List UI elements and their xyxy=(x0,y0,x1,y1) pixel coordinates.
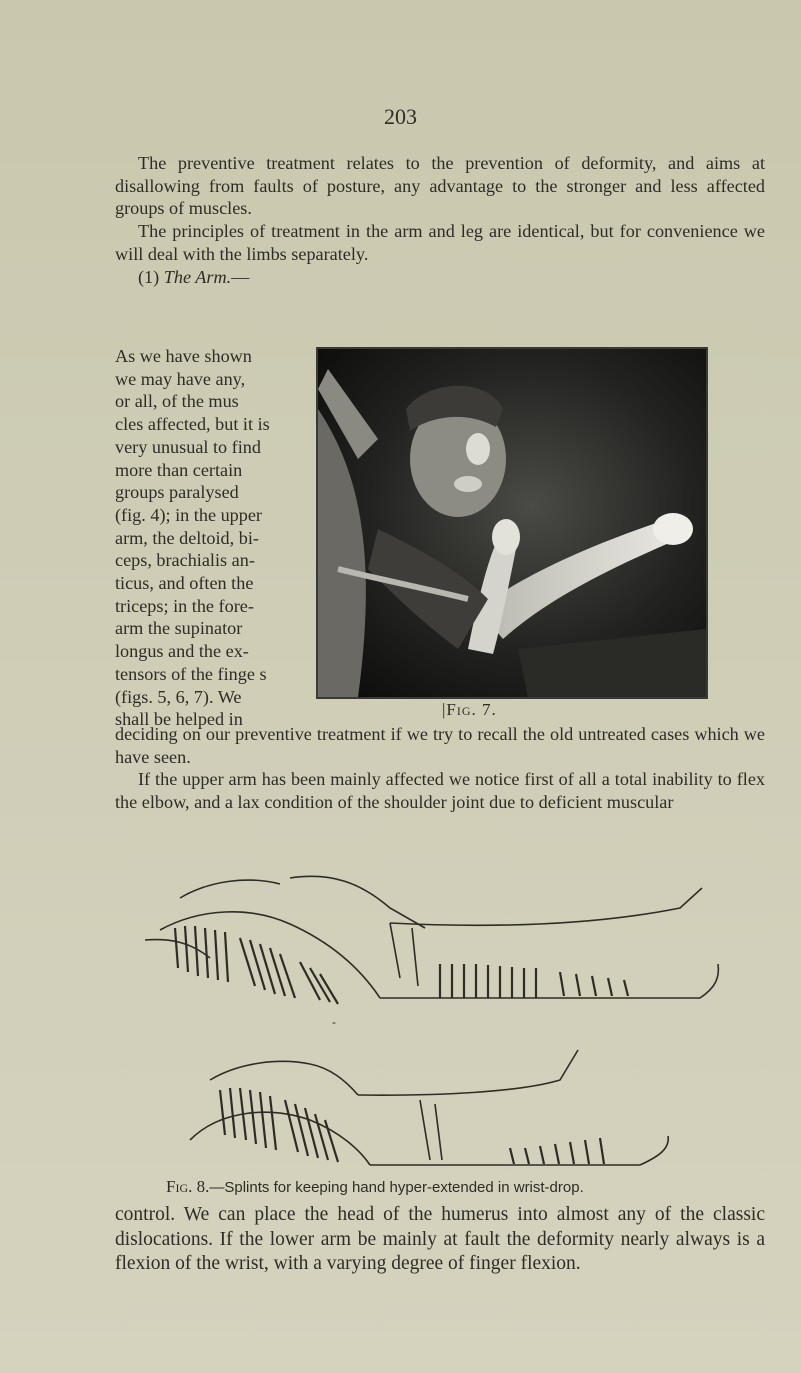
fig-7-label: |Fig. 7. xyxy=(442,700,497,719)
paragraph-5: control. We can place the head of the humerus into almost any of the classic dislocations. If the lower arm be mainly at fault the deformity nearly always is a flexion of the wrist, with a varying degree of finger flexion. xyxy=(115,1204,765,1274)
fig-7-photograph xyxy=(316,347,708,699)
wrap-line: cles affected, but it is xyxy=(115,414,270,435)
section-heading-title: The Arm. xyxy=(163,266,232,287)
wrap-line: triceps; in the fore- xyxy=(115,595,254,616)
wrap-line: (fig. 4); in the upper xyxy=(115,504,262,525)
body-text-bottom xyxy=(115,1203,765,1277)
wrap-line: or all, of the mus xyxy=(115,391,239,412)
wrap-line: tensors of the finge s xyxy=(115,663,267,684)
fig-7-image xyxy=(318,349,706,697)
fig-8-splint-drawing-lower xyxy=(180,1040,720,1170)
paragraph-1: The preventive treatment relates to the prevention of deformity, and aims at disallowing from faults of posture, any advantage to the stronger and less affected groups of muscles. xyxy=(115,153,765,219)
page-number: 203 xyxy=(384,104,417,129)
wrap-line: longus and the ex- xyxy=(115,641,249,662)
wrap-line: we may have any, xyxy=(115,368,246,389)
wrap-line: ceps, brachialis an- xyxy=(115,550,255,571)
paragraph-2: The principles of treatment in the arm and leg are identical, but for convenience we will deal with the limbs separately. xyxy=(115,221,765,264)
wrap-line: arm, the deltoid, bi- xyxy=(115,527,259,548)
wrapped-text-column xyxy=(115,345,311,731)
wrap-line: very unusual to find xyxy=(115,436,261,457)
section-heading xyxy=(115,266,765,289)
body-text-top xyxy=(115,152,765,288)
paragraph-4: If the upper arm has been mainly affected we notice first of all a total inability to flex the elbow, and a lax condition of the shoulder joint due to deficient muscular xyxy=(115,769,765,813)
wrap-line: arm the supinator xyxy=(115,618,243,639)
wrap-line: (figs. 5, 6, 7). We xyxy=(115,686,242,707)
fig-8-caption-text: —Splints for keeping hand hyper-extended in wrist-drop. xyxy=(209,1179,584,1196)
wrap-line: ticus, and often the xyxy=(115,573,254,594)
fig-8-splint-drawing-upper xyxy=(140,868,730,1033)
body-text-middle xyxy=(115,723,765,814)
paragraph-3-rest: deciding on our preventive treatment if we try to recall the old untreated cases which we have seen. xyxy=(115,724,765,767)
section-heading-number: (1) xyxy=(138,266,160,287)
section-heading-dash: — xyxy=(231,266,250,287)
wrap-line: As we have shown xyxy=(115,346,252,366)
wrap-line: more than certain xyxy=(115,459,243,480)
wrap-line: groups paralysed xyxy=(115,482,239,503)
fig-8-caption xyxy=(166,1177,584,1197)
wrap-line: shall be helped in xyxy=(115,709,243,730)
svg-text:-: - xyxy=(332,1015,336,1029)
fig-8-caption-label: Fig. 8. xyxy=(166,1177,210,1196)
